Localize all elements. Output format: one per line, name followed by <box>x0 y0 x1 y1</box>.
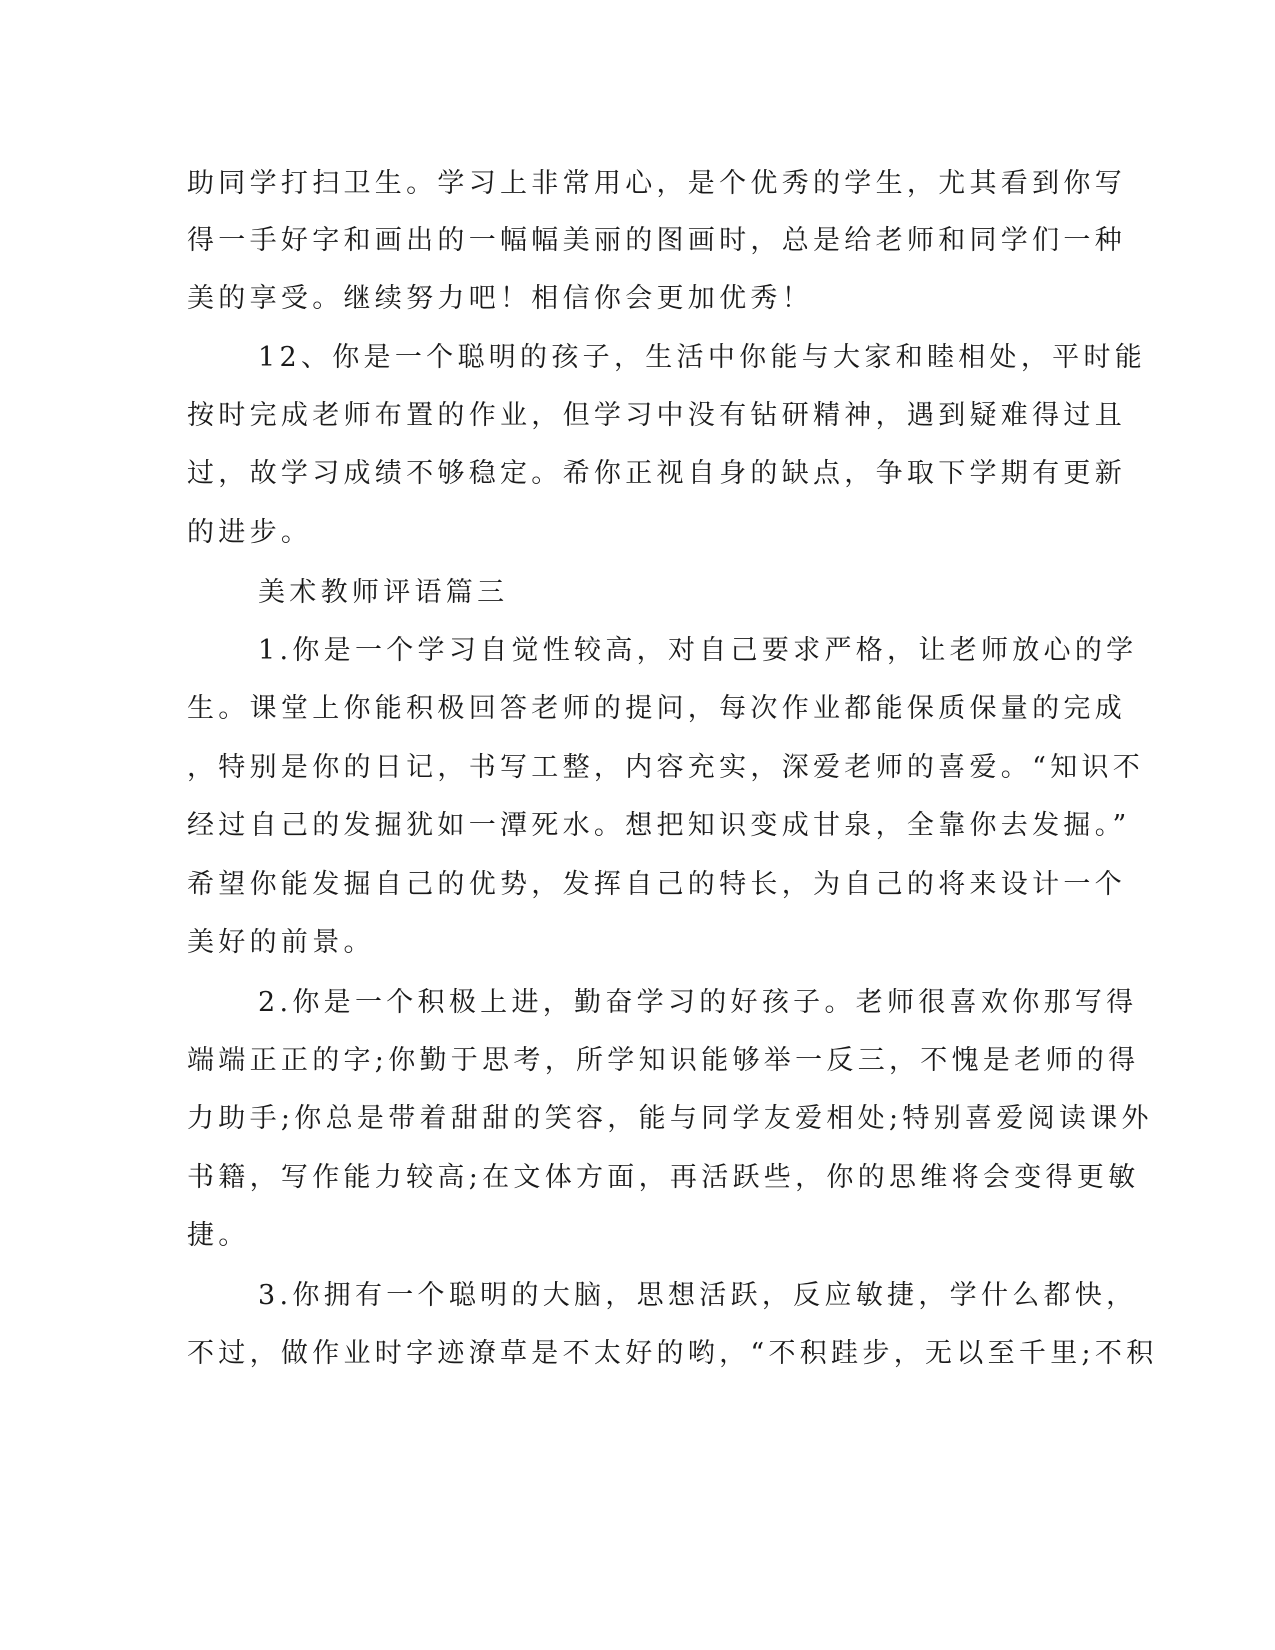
text-line: 过，故学习成绩不够稳定。希你正视自身的缺点，争取下学期有更新 <box>187 458 1126 489</box>
text-line: 1.你是一个学习自觉性较高，对自己要求严格，让老师放心的学 <box>258 635 1138 666</box>
text-line: 助同学打扫卫生。学习上非常用心，是个优秀的学生，尤其看到你写 <box>187 168 1126 199</box>
text-line: 按时完成老师布置的作业，但学习中没有钻研精神，遇到疑难得过且 <box>187 400 1126 431</box>
text-line: 力助手;你总是带着甜甜的笑容，能与同学友爱相处;特别喜爱阅读课外 <box>187 1103 1153 1134</box>
text-line: ，特别是你的日记，书写工整，内容充实，深爱老师的喜爱。“知识不 <box>187 752 1145 783</box>
text-line: 美的享受。继续努力吧！相信你会更加优秀！ <box>187 283 813 314</box>
section-heading: 美术教师评语篇三 <box>258 577 509 608</box>
text-line: 不过，做作业时字迹潦草是不太好的哟，“不积跬步，无以至千里;不积 <box>187 1338 1158 1369</box>
text-line: 书籍，写作能力较高;在文体方面，再活跃些，你的思维将会变得更敏 <box>187 1162 1140 1193</box>
text-line: 的进步。 <box>187 517 313 548</box>
text-line: 美好的前景。 <box>187 927 375 958</box>
text-line: 2.你是一个积极上进，勤奋学习的好孩子。老师很喜欢你那写得 <box>258 987 1138 1018</box>
text-line: 3.你拥有一个聪明的大脑，思想活跃，反应敏捷，学什么都快， <box>258 1280 1138 1311</box>
text-line: 生。课堂上你能积极回答老师的提问，每次作业都能保质保量的完成 <box>187 693 1126 724</box>
text-line: 端端正正的字;你勤于思考，所学知识能够举一反三，不愧是老师的得 <box>187 1045 1140 1076</box>
text-line: 捷。 <box>187 1220 250 1251</box>
text-line: 得一手好字和画出的一幅幅美丽的图画时，总是给老师和同学们一种 <box>187 225 1126 256</box>
text-line: 12、你是一个聪明的孩子，生活中你能与大家和睦相处，平时能 <box>258 342 1147 373</box>
text-line: 经过自己的发掘犹如一潭死水。想把知识变成甘泉，全靠你去发掘。” <box>187 810 1131 841</box>
text-line: 希望你能发掘自己的优势，发挥自己的特长，为自己的将来设计一个 <box>187 869 1126 900</box>
